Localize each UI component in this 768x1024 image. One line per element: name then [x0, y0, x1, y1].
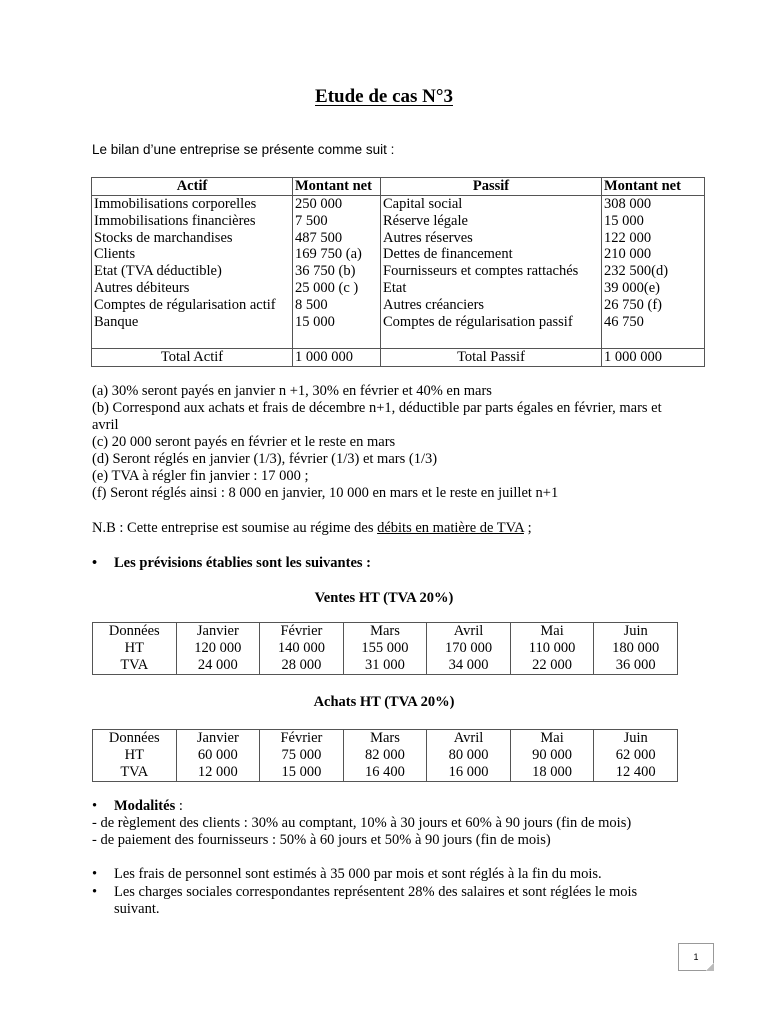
bilan-header-row — [92, 178, 705, 196]
table-cell: 12 000 — [176, 764, 260, 782]
bilan-total-row — [92, 349, 705, 367]
table-cell: Avril — [427, 730, 511, 748]
table-cell: Données — [93, 730, 177, 748]
table-cell: TVA — [93, 657, 177, 675]
modalites-title-line — [92, 798, 631, 815]
achats-ht-row — [93, 747, 678, 764]
bilan-passif-values: 308 000 15 000 122 000 210 000 232 500(d) 39 000(e) 26 750 (f) 46 750 — [602, 196, 705, 349]
table-cell: 28 000 — [260, 657, 344, 675]
total-passif-label: Total Passif — [381, 349, 602, 367]
bilan-table — [91, 177, 705, 367]
ventes-ht-row — [93, 640, 678, 657]
table-cell: Mai — [510, 730, 594, 748]
nb-prefix: N.B : Cette entreprise est soumise au régime des — [92, 520, 378, 536]
bilan-actif-labels: Immobilisations corporelles Immobilisations financières Stocks de marchandises Clients Etat (TVA déductible) Autres débiteurs Comptes de régularisation actif Banque — [92, 196, 293, 349]
table-cell: 16 000 — [427, 764, 511, 782]
modalites-title: Modalités — [114, 798, 176, 814]
nb-suffix: ; — [523, 520, 532, 536]
bilan-body-row — [92, 196, 705, 349]
frais-text: Les frais de personnel sont estimés à 35 000 par mois et sont réglés à la fin du mois. — [114, 866, 602, 882]
table-cell: HT — [93, 640, 177, 657]
table-cell: 62 000 — [594, 747, 678, 764]
table-cell: Mai — [510, 623, 594, 641]
table-cell: 75 000 — [260, 747, 344, 764]
modalite-line: - de paiement des fournisseurs : 50% à 60 jours et 50% à 90 jours (fin de mois) — [92, 832, 551, 848]
ventes-header-row — [93, 623, 678, 641]
table-cell: 82 000 — [343, 747, 427, 764]
table-cell: Mars — [343, 730, 427, 748]
note-c: (c) 20 000 seront payés en février et le reste en mars — [92, 434, 396, 450]
table-cell: 120 000 — [176, 640, 260, 657]
table-cell: Janvier — [176, 623, 260, 641]
table-cell: Janvier — [176, 730, 260, 748]
charges-text: Les charges sociales correspondantes représentent 28% des salaires et sont réglées le mois suivant. — [114, 884, 638, 917]
bilan-actif-values: 250 000 7 500 487 500 169 750 (a) 36 750 (b) 25 000 (c ) 8 500 15 000 — [293, 196, 381, 349]
nb-underlined: débits en matière de TVA — [377, 520, 524, 536]
modalites-colon: : — [175, 798, 183, 814]
total-actif-label: Total Actif — [92, 349, 293, 367]
table-cell: 90 000 — [510, 747, 594, 764]
table-cell: Mars — [343, 623, 427, 641]
note-d: (d) Seront réglés en janvier (1/3), février (1/3) et mars (1/3) — [92, 451, 438, 467]
table-cell: 16 400 — [343, 764, 427, 782]
table-cell: 170 000 — [427, 640, 511, 657]
table-cell: 18 000 — [510, 764, 594, 782]
table-cell: 22 000 — [510, 657, 594, 675]
achats-caption: Achats HT (TVA 20%) — [313, 694, 455, 710]
note-b: (b) Correspond aux achats et frais de décembre n+1, déductible par parts égales en février, mars et avril — [92, 400, 662, 433]
table-cell: 140 000 — [260, 640, 344, 657]
previsions-bullet — [92, 555, 371, 572]
bilan-header-montant-passif: Montant net — [602, 178, 705, 196]
ventes-tva-row — [93, 657, 678, 675]
table-cell: Février — [260, 623, 344, 641]
achats-table — [92, 729, 678, 782]
table-cell: 80 000 — [427, 747, 511, 764]
intro-text: Le bilan d’une entreprise se présente comme suit : — [92, 142, 395, 157]
total-passif-value: 1 000 000 — [602, 349, 705, 367]
table-cell: 110 000 — [510, 640, 594, 657]
note-a: (a) 30% seront payés en janvier n +1, 30% en février et 40% en mars — [92, 383, 492, 399]
table-cell: 60 000 — [176, 747, 260, 764]
table-cell: HT — [93, 747, 177, 764]
bullet-icon: • — [92, 798, 98, 814]
bullet-icon: • — [92, 555, 98, 571]
ventes-table — [92, 622, 678, 675]
table-cell: Données — [93, 623, 177, 641]
bullet-icon: • — [92, 866, 98, 882]
modalites-section — [92, 798, 631, 849]
page-title: Etude de cas N°3 — [315, 86, 453, 107]
table-cell: Juin — [594, 623, 678, 641]
bilan-notes — [92, 383, 682, 502]
table-cell: TVA — [93, 764, 177, 782]
bilan-header-actif: Actif — [92, 178, 293, 196]
table-cell: 12 400 — [594, 764, 678, 782]
achats-tva-row — [93, 764, 678, 782]
table-cell: Avril — [427, 623, 511, 641]
table-cell: 31 000 — [343, 657, 427, 675]
bilan-passif-labels: Capital social Réserve légale Autres réserves Dettes de financement Fournisseurs et comptes rattachés Etat Autres créanciers Comptes de régularisation passif — [381, 196, 602, 349]
table-cell: Février — [260, 730, 344, 748]
table-cell: 15 000 — [260, 764, 344, 782]
note-f: (f) Seront réglés ainsi : 8 000 en janvier, 10 000 en mars et le reste en juillet n+1 — [92, 485, 559, 501]
bullet-icon: • — [92, 884, 98, 900]
ventes-caption: Ventes HT (TVA 20%) — [314, 590, 454, 606]
table-cell: 155 000 — [343, 640, 427, 657]
achats-header-row — [93, 730, 678, 748]
note-e: (e) TVA à régler fin janvier : 17 000 ; — [92, 468, 309, 484]
table-cell: 34 000 — [427, 657, 511, 675]
charges-sociales — [92, 884, 692, 918]
page-number: 1 — [678, 943, 714, 971]
table-cell: Juin — [594, 730, 678, 748]
total-actif-value: 1 000 000 — [293, 349, 381, 367]
table-cell: 24 000 — [176, 657, 260, 675]
bilan-header-montant-actif: Montant net — [293, 178, 381, 196]
modalite-line: - de règlement des clients : 30% au comptant, 10% à 30 jours et 60% à 90 jours (fin de mois) — [92, 815, 632, 831]
table-cell: 36 000 — [594, 657, 678, 675]
nb-note — [92, 520, 532, 537]
previsions-text: Les prévisions établies sont les suivantes : — [114, 555, 371, 571]
frais-personnel — [92, 866, 692, 883]
bilan-header-passif: Passif — [381, 178, 602, 196]
table-cell: 180 000 — [594, 640, 678, 657]
